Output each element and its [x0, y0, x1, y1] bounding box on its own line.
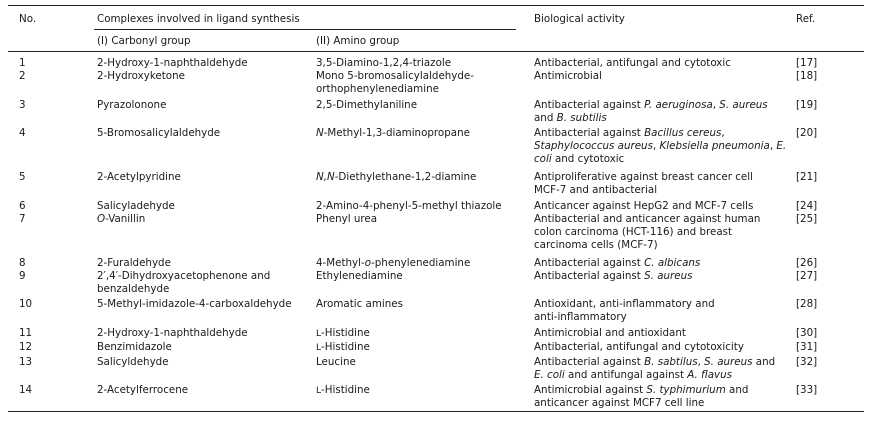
amino-cell-line: Aromatic amines: [316, 298, 403, 310]
bio-activity-cell-line: Antibacterial, antifungal and cytotoxicity: [534, 341, 744, 353]
carbonyl-cell-line: 2-Furaldehyde: [97, 257, 171, 269]
header-no: No.: [19, 13, 37, 25]
amino-cell-line: N-Methyl-1,3-diaminopropane: [316, 127, 470, 139]
carbonyl-cell: [97, 341, 172, 354]
bio-activity-cell-line: coli and cytotoxic: [534, 153, 625, 165]
amino-cell: [316, 298, 403, 311]
row-number: 7: [19, 213, 26, 225]
amino-cell: [316, 356, 356, 369]
bio-activity-cell: [534, 57, 731, 70]
carbonyl-cell-line: Benzimidazole: [97, 341, 172, 353]
bio-activity-cell: [534, 213, 760, 252]
carbonyl-cell-line: 2-Acetylpyridine: [97, 171, 181, 183]
amino-cell: [316, 257, 470, 270]
bio-activity-cell-line: anti-inflammatory: [534, 311, 627, 323]
bio-activity-cell-line: Antioxidant, anti-inflammatory and: [534, 298, 715, 310]
row-number: 3: [19, 99, 26, 111]
bio-activity-cell-line: Antibacterial against S. aureus: [534, 270, 693, 282]
reference-cell: [32]: [796, 356, 818, 368]
row-number: 11: [19, 327, 33, 339]
bio-activity-cell-line: carcinoma cells (MCF-7): [534, 239, 658, 251]
carbonyl-cell-line: O-Vanillin: [97, 213, 146, 225]
carbonyl-cell-line: Salicyldehyde: [97, 356, 169, 368]
reference-cell: [33]: [796, 384, 818, 396]
bio-activity-cell: [534, 327, 686, 340]
bio-activity-cell: [534, 341, 744, 354]
amino-cell-line: L-Histidine: [316, 384, 370, 396]
amino-cell: [316, 70, 474, 96]
carbonyl-cell-line: 2-Hydroxyketone: [97, 70, 185, 82]
amino-cell-line: orthophenylenediamine: [316, 83, 439, 95]
amino-cell: [316, 270, 403, 283]
carbonyl-cell-line: 5-Bromosalicylaldehyde: [97, 127, 221, 139]
header-ref: Ref.: [796, 13, 816, 25]
bio-activity-cell: [534, 70, 602, 83]
bottom-rule: [8, 411, 864, 412]
bio-activity-cell: [534, 356, 775, 382]
row-number: 1: [19, 57, 26, 69]
row-number: 2: [19, 70, 26, 82]
bio-activity-cell-line: Antibacterial against C. albicans: [534, 257, 701, 269]
bio-activity-cell: [534, 171, 753, 197]
reference-cell: [31]: [796, 341, 818, 353]
amino-cell-line: Leucine: [316, 356, 356, 368]
reference-cell: [21]: [796, 171, 818, 183]
amino-cell-line: Ethylenediamine: [316, 270, 403, 282]
amino-cell-line: L-Histidine: [316, 327, 370, 339]
carbonyl-cell-line: 2′,4′-Dihydroxyacetophenone and: [97, 270, 271, 282]
bio-activity-cell-line: Antibacterial against B. sabtilus, S. aureus and: [534, 356, 776, 368]
amino-cell: [316, 213, 377, 226]
sub-rule: [94, 29, 516, 30]
header-rule: [8, 51, 864, 52]
carbonyl-cell-line: 2-Acetylferrocene: [97, 384, 189, 396]
bio-activity-cell: [534, 200, 753, 213]
row-number: 6: [19, 200, 26, 212]
amino-cell: [316, 171, 476, 184]
carbonyl-cell-line: Salicyladehyde: [97, 200, 175, 212]
row-number: 4: [19, 127, 26, 139]
carbonyl-cell: [97, 298, 292, 311]
row-number: 8: [19, 257, 26, 269]
row-number: 13: [19, 356, 33, 368]
amino-cell: [316, 99, 417, 112]
reference-cell: [18]: [796, 70, 818, 82]
bio-activity-cell-line: Staphylococcus aureus, Klebsiella pneumonia, E.: [534, 140, 787, 152]
amino-cell: [316, 57, 451, 70]
bio-activity-cell-line: Antimicrobial against S. typhimurium and: [534, 384, 749, 396]
bio-activity-cell-line: Antibacterial against P. aeruginosa, S. aureus: [534, 99, 768, 111]
bio-activity-cell-line: Antimicrobial: [534, 70, 602, 82]
reference-cell: [17]: [796, 57, 818, 69]
carbonyl-cell-line: Pyrazolonone: [97, 99, 167, 111]
carbonyl-cell: [97, 200, 175, 213]
amino-cell: [316, 384, 370, 398]
amino-cell-line: Mono 5-bromosalicylaldehyde-: [316, 70, 474, 82]
bio-activity-cell: [534, 257, 700, 270]
carbonyl-cell: [97, 57, 248, 70]
amino-cell-line: 2,5-Dimethylaniline: [316, 99, 418, 111]
reference-cell: [20]: [796, 127, 818, 139]
carbonyl-cell: [97, 257, 171, 270]
row-number: 9: [19, 270, 26, 282]
header-carbonyl: (I) Carbonyl group: [97, 35, 191, 47]
carbonyl-cell-line: 2-Hydroxy-1-naphthaldehyde: [97, 57, 248, 69]
amino-cell-line: 2-Amino-4-phenyl-5-methyl thiazole: [316, 200, 502, 212]
carbonyl-cell: [97, 213, 145, 226]
amino-cell: [316, 327, 370, 341]
bio-activity-cell: [534, 99, 768, 125]
header-bio: Biological activity: [534, 13, 625, 25]
carbonyl-cell-line: benzaldehyde: [97, 283, 170, 295]
bio-activity-cell: [534, 270, 693, 283]
bio-activity-cell: [534, 127, 786, 166]
reference-cell: [26]: [796, 257, 818, 269]
bio-activity-cell-line: Anticancer against HepG2 and MCF-7 cells: [534, 200, 754, 212]
bio-activity-cell-line: Antiproliferative against breast cancer cell: [534, 171, 753, 183]
carbonyl-cell-line: 5-Methyl-imidazole-4-carboxaldehyde: [97, 298, 292, 310]
carbonyl-cell: [97, 270, 270, 296]
amino-cell-line: L-Histidine: [316, 341, 370, 353]
amino-cell-line: 3,5-Diamino-1,2,4-triazole: [316, 57, 452, 69]
amino-cell-line: Phenyl urea: [316, 213, 378, 225]
bio-activity-cell-line: Antibacterial against Bacillus cereus,: [534, 127, 725, 139]
reference-cell: [28]: [796, 298, 818, 310]
reference-cell: [27]: [796, 270, 818, 282]
bio-activity-cell-line: Antimicrobial and antioxidant: [534, 327, 686, 339]
bio-activity-cell-line: colon carcinoma (HCT-116) and breast: [534, 226, 733, 238]
carbonyl-cell-line: 2-Hydroxy-1-naphthaldehyde: [97, 327, 248, 339]
reference-cell: [19]: [796, 99, 818, 111]
carbonyl-cell: [97, 171, 181, 184]
amino-cell-line: N,N-Diethylethane-1,2-diamine: [316, 171, 477, 183]
amino-cell: [316, 341, 370, 355]
bio-activity-cell-line: E. coli and antifungal against A. flavus: [534, 369, 733, 381]
carbonyl-cell: [97, 327, 248, 340]
bio-activity-cell-line: anticancer against MCF7 cell line: [534, 397, 705, 409]
bio-activity-cell: [534, 298, 715, 324]
amino-cell: [316, 200, 502, 213]
reference-cell: [25]: [796, 213, 818, 225]
carbonyl-cell: [97, 70, 185, 83]
reference-cell: [24]: [796, 200, 818, 212]
carbonyl-cell: [97, 384, 188, 397]
bio-activity-cell-line: and B. subtilis: [534, 112, 607, 124]
header-complexes: Complexes involved in ligand synthesis: [97, 13, 300, 25]
carbonyl-cell: [97, 356, 169, 369]
row-number: 14: [19, 384, 33, 396]
amino-cell-line: 4-Methyl-o-phenylenediamine: [316, 257, 471, 269]
amino-cell: [316, 127, 470, 140]
bio-activity-cell-line: Antibacterial and anticancer against human: [534, 213, 761, 225]
row-number: 5: [19, 171, 26, 183]
header-amino: (II) Amino group: [316, 35, 400, 47]
bio-activity-cell-line: Antibacterial, antifungal and cytotoxic: [534, 57, 731, 69]
bio-activity-cell-line: MCF-7 and antibacterial: [534, 184, 658, 196]
top-rule: [8, 5, 864, 6]
reference-cell: [30]: [796, 327, 818, 339]
row-number: 12: [19, 341, 33, 353]
row-number: 10: [19, 298, 33, 310]
bio-activity-cell: [534, 384, 748, 410]
carbonyl-cell: [97, 127, 220, 140]
carbonyl-cell: [97, 99, 166, 112]
